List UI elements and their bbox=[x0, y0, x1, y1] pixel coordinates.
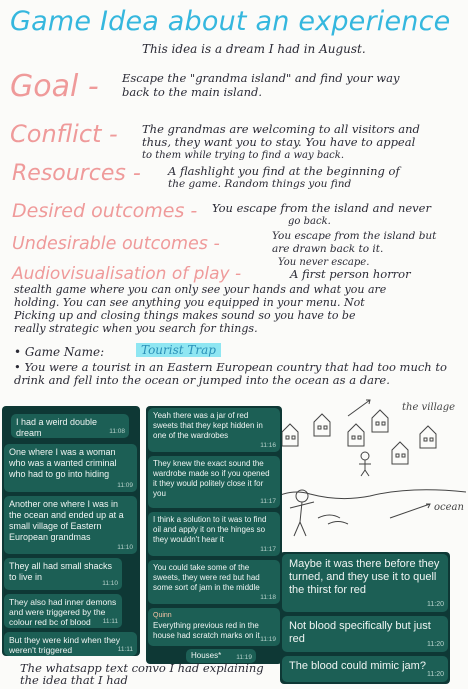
chat-message bbox=[4, 444, 137, 492]
message-time: 11:17 bbox=[260, 546, 276, 553]
desired-line-2: go back. bbox=[288, 216, 331, 227]
chat-message bbox=[148, 560, 280, 604]
heading-undesirable-outcomes: Undesirable outcomes - bbox=[12, 234, 220, 254]
chat-screenshot-left bbox=[2, 406, 140, 656]
resources-line-2: the game. Random things you find bbox=[168, 178, 352, 190]
audiovisual-line-5: really strategic when you search for things. bbox=[14, 322, 258, 335]
message-text: One where I was a woman who was a wanted criminal who had to go into hiding bbox=[9, 447, 117, 479]
message-text: Maybe it was there before they turned, and they use it to quell the thirst for red bbox=[289, 558, 440, 596]
message-time: 11:19 bbox=[236, 654, 252, 661]
resources-line-1: A flashlight you find at the beginning of bbox=[168, 164, 400, 178]
message-text: They also had inner demons and were triggered by the colour red bc of blood bbox=[9, 597, 117, 627]
audiovisual-line-2: stealth game where you can only see your hands and what you are bbox=[14, 283, 387, 296]
chat-screenshot-right bbox=[280, 552, 450, 684]
message-time: 11:10 bbox=[117, 544, 133, 551]
chat-message bbox=[282, 616, 448, 652]
message-text: Not blood specifically but just red bbox=[289, 620, 431, 645]
sketch-label-village: the village bbox=[402, 402, 456, 413]
chat-message bbox=[4, 594, 122, 628]
chat-message bbox=[148, 456, 280, 508]
conflict-line-3: to them while trying to find a way back. bbox=[142, 150, 345, 161]
heading-resources: Resources - bbox=[12, 161, 141, 186]
subtitle: This idea is a dream I had in August. bbox=[142, 42, 366, 56]
quoted-sender: Quinn bbox=[153, 612, 172, 619]
message-time: 11:10 bbox=[102, 580, 118, 587]
conflict-line-2: thus, they want you to stay. You have to appeal bbox=[142, 135, 416, 149]
conflict-line-1: The grandmas are welcoming to all visitors and bbox=[142, 122, 420, 136]
sketch-label-ocean: ocean bbox=[434, 502, 464, 513]
message-time: 11:09 bbox=[117, 482, 133, 489]
message-time: 11:20 bbox=[427, 641, 444, 648]
undesirable-line-3: You never escape. bbox=[278, 257, 370, 268]
message-time: 11:20 bbox=[427, 671, 444, 678]
village-sketch-illustration bbox=[270, 392, 466, 540]
game-name-highlight: Tourist Trap bbox=[136, 343, 221, 357]
heading-conflict: Conflict - bbox=[10, 120, 118, 148]
story-bullet: • You were a tourist in an Eastern European country that had too much to drink and fell into the ocean or jumped into the ocean as a dare. bbox=[14, 360, 447, 387]
message-time: 11:11 bbox=[102, 618, 118, 625]
audiovisual-line-1: A first person horror bbox=[290, 267, 411, 281]
message-text: You could take some of the sweets, they were red but had some sort of jam in the middle bbox=[153, 563, 260, 592]
desired-line-1: You escape from the island and never bbox=[212, 201, 431, 215]
goal-line-1: Escape the "grandma island" and find your way bbox=[122, 71, 400, 85]
message-text: They knew the exact sound the wardrobe made so if you opened it they would politely close it for you bbox=[153, 459, 270, 498]
heading-audiovisualisation: Audiovisualisation of play - bbox=[12, 264, 242, 284]
chat-message bbox=[282, 554, 448, 612]
message-text: Houses* bbox=[191, 651, 222, 660]
message-time: 11:19 bbox=[260, 636, 276, 643]
chat-message bbox=[11, 414, 129, 438]
undesirable-line-2: are drawn back to it. bbox=[272, 243, 384, 255]
message-text: Another one where I was in the ocean and ended up at a small village of Eastern European grandmas bbox=[9, 499, 124, 542]
chat-message bbox=[148, 512, 280, 556]
message-time: 11:18 bbox=[260, 594, 276, 601]
chat-message bbox=[4, 496, 137, 554]
chat-message bbox=[4, 632, 137, 656]
message-text: Yeah there was a jar of red sweets that they kept hidden in one of the wardrobes bbox=[153, 411, 263, 440]
game-name-label: • Game Name: bbox=[14, 345, 105, 359]
message-time: 11:20 bbox=[427, 601, 444, 608]
goal-line-2: back to the main island. bbox=[122, 85, 263, 99]
message-text: Everything previous red in the house had scratch marks on it bbox=[153, 621, 260, 640]
chat-message bbox=[282, 656, 448, 682]
undesirable-line-1: You escape from the island but bbox=[272, 230, 437, 242]
message-time: 11:17 bbox=[260, 498, 276, 505]
heading-goal: Goal - bbox=[10, 69, 99, 104]
message-text: The blood could mimic jam? bbox=[289, 660, 426, 672]
message-text: But they were kind when they weren't triggered bbox=[9, 635, 121, 655]
chat-message bbox=[148, 408, 280, 452]
chat-message bbox=[148, 608, 280, 646]
chat-caption: The whatsapp text convo I had explaining the idea that I had bbox=[20, 661, 264, 687]
message-time: 11:11 bbox=[117, 646, 133, 653]
chat-message bbox=[4, 558, 122, 590]
message-text: They all had small shacks to live in bbox=[9, 561, 113, 582]
message-time: 11:16 bbox=[260, 442, 276, 449]
audiovisual-line-4: Picking up and closing things makes sound so you have to be bbox=[14, 309, 356, 322]
heading-desired-outcomes: Desired outcomes - bbox=[12, 200, 198, 222]
chat-screenshot-middle bbox=[146, 406, 282, 664]
page-title: Game Idea about an experience bbox=[10, 6, 451, 37]
message-text: I think a solution to it was to find oil and apply it on the hinges so they wouldn't hear it bbox=[153, 515, 267, 544]
message-text: I had a weird double dream bbox=[16, 417, 98, 438]
message-time: 11:08 bbox=[109, 428, 125, 435]
audiovisual-line-3: holding. You can see anything you equipped in your menu. Not bbox=[14, 296, 365, 309]
